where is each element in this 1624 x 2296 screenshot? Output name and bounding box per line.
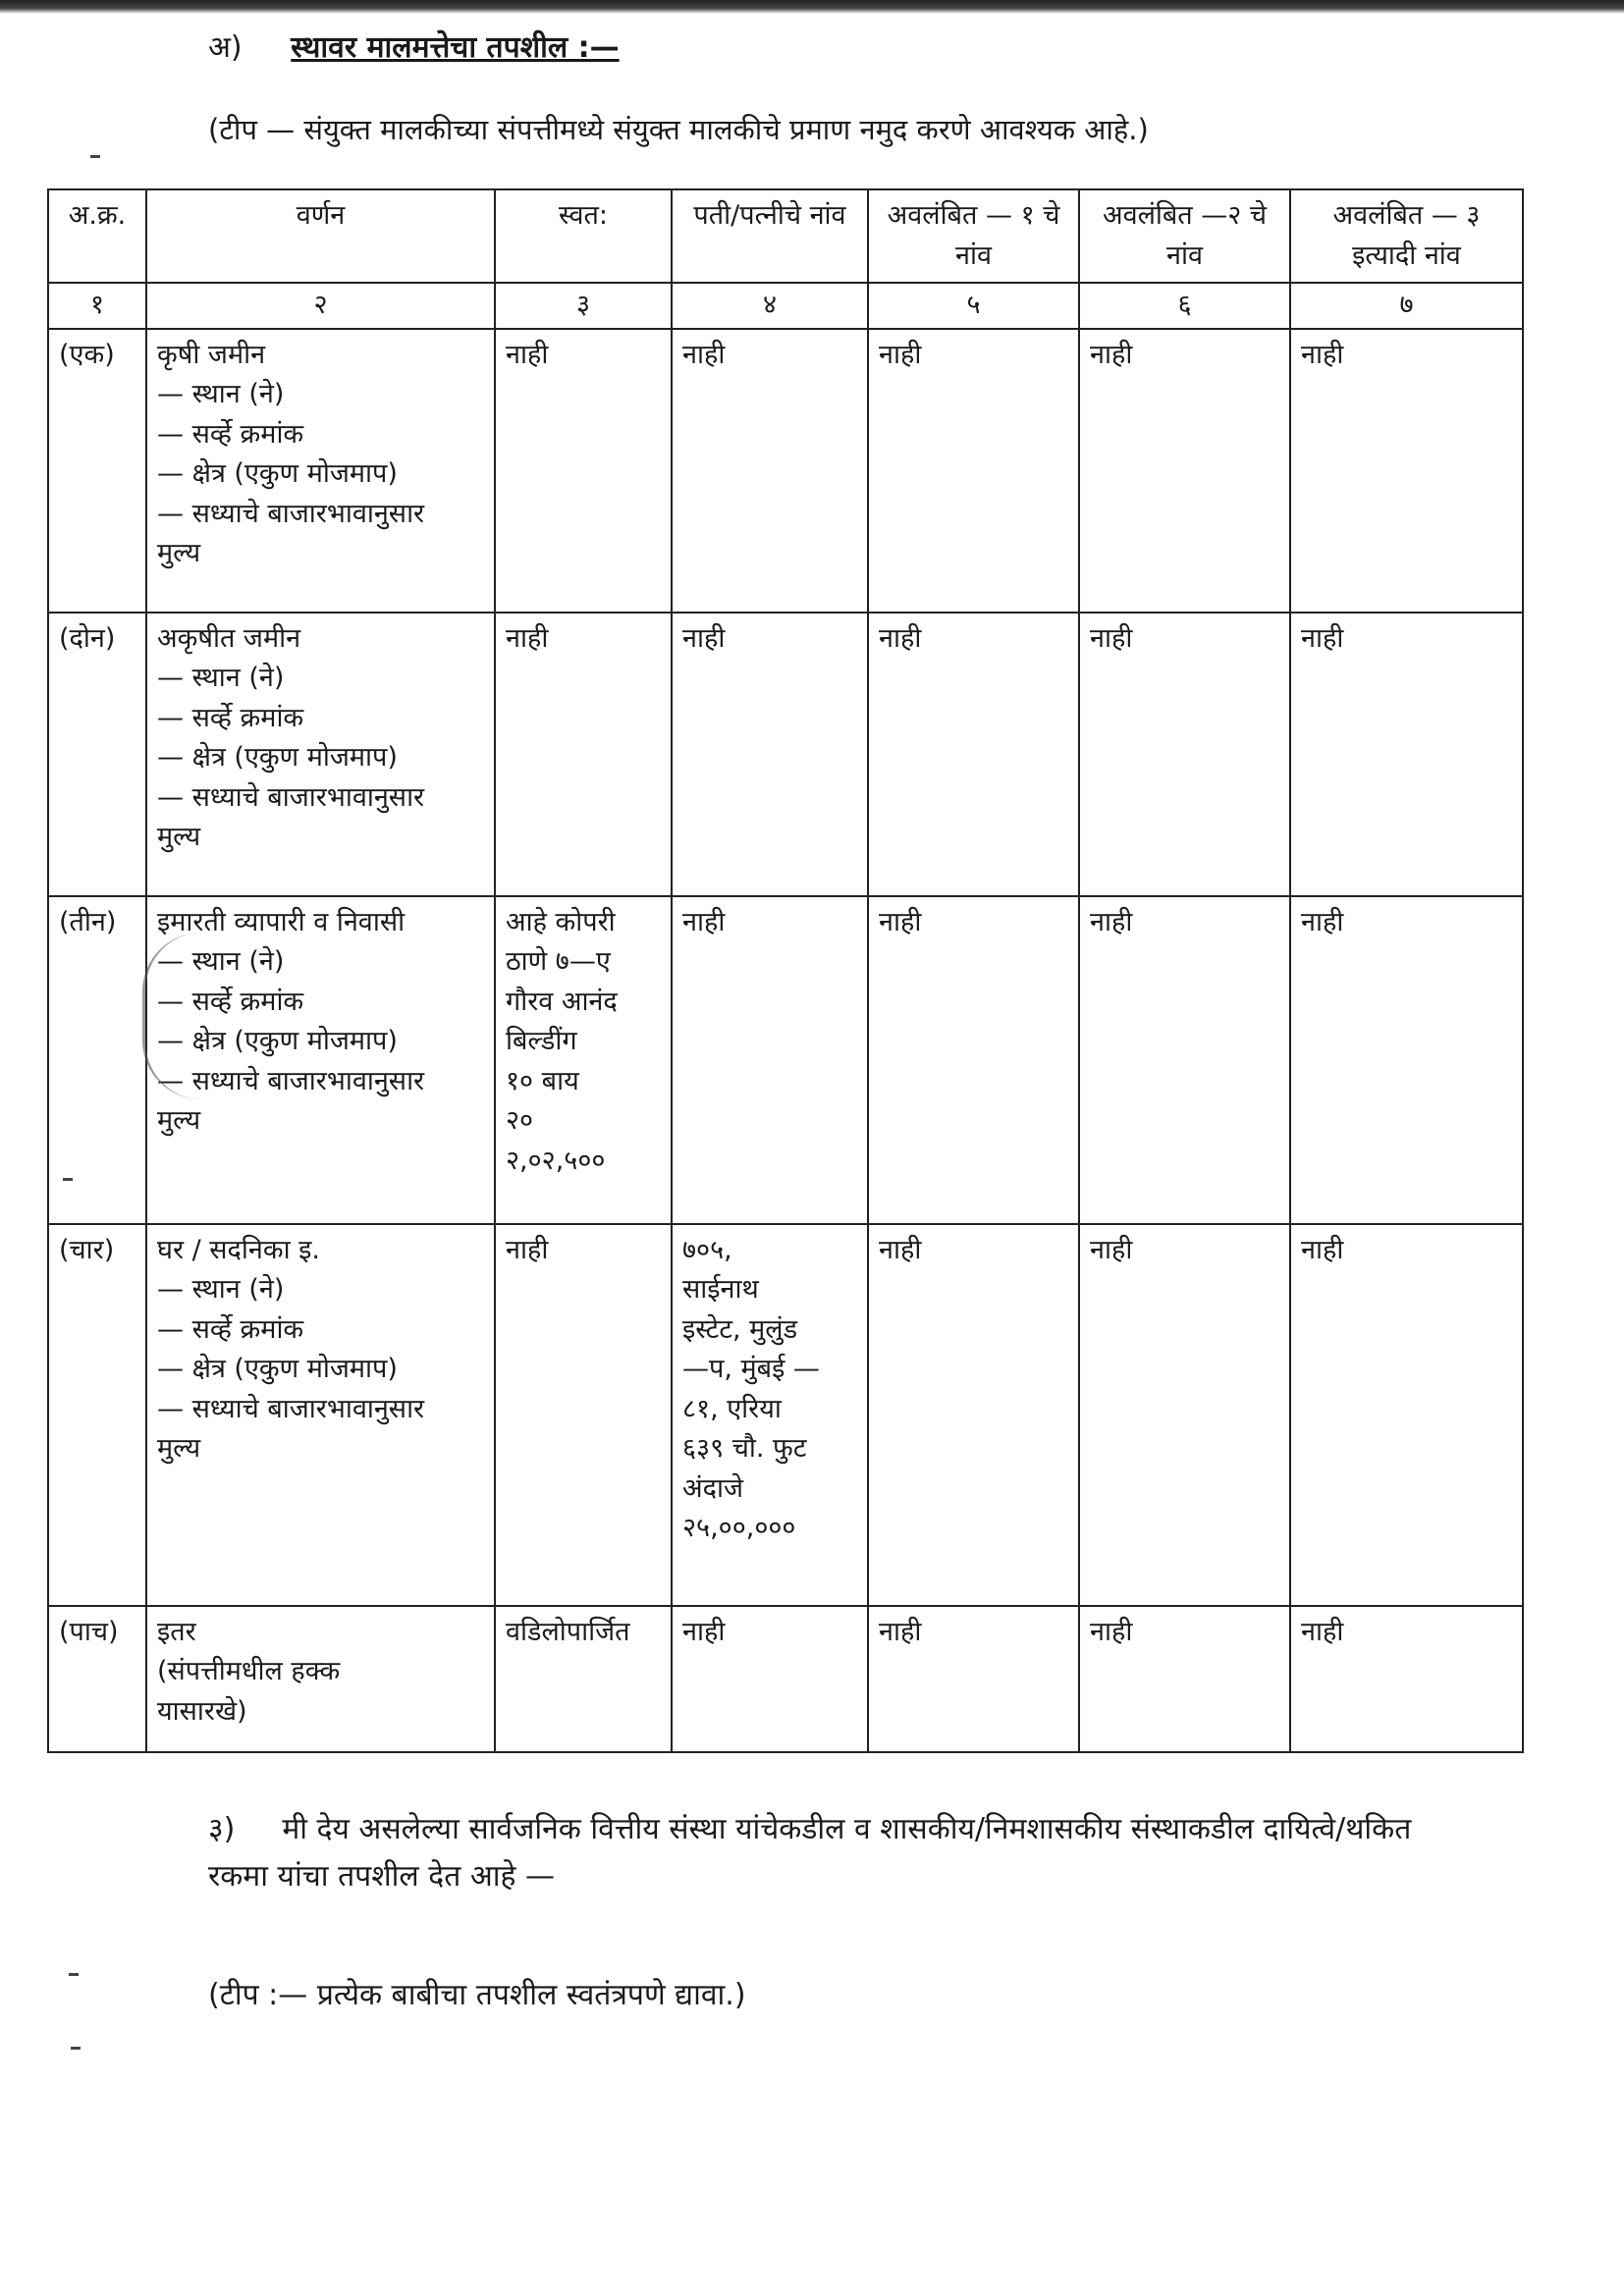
description-line: कृषी जमीन bbox=[157, 339, 266, 370]
column-number: ५ bbox=[868, 283, 1079, 329]
header-description: वर्णन bbox=[146, 189, 495, 283]
serial-cell: (चार) bbox=[48, 1224, 146, 1606]
description-line: मुल्य bbox=[157, 822, 201, 852]
spouse-cell bbox=[672, 1224, 868, 1606]
column-number-row bbox=[48, 283, 1523, 329]
spouse-cell bbox=[672, 329, 868, 613]
official-stamp-mark bbox=[142, 933, 263, 1099]
self-value: नाही bbox=[506, 1234, 549, 1265]
description-line: — सध्याचे बाजारभावानुसार bbox=[157, 781, 425, 813]
dependent-2-cell: नाही bbox=[1079, 896, 1290, 1224]
spouse-value-line: अंदाजे bbox=[682, 1472, 743, 1504]
self-cell bbox=[495, 896, 672, 1224]
dependent-1-cell: नाही bbox=[868, 329, 1079, 613]
paragraph-text: मी देय असलेल्या सार्वजनिक वित्तीय संस्था यांचेकडील व शासकीय/निमशासकीय संस्थाकडील दायित्वे/थकित रकमा यांचा तपशील देत आहे — bbox=[208, 1812, 1412, 1894]
dependent-2-cell: नाही bbox=[1079, 613, 1290, 896]
description-line: — क्षेत्र (एकुण मोजमाप) bbox=[157, 1026, 398, 1056]
description-line: — क्षेत्र (एकुण मोजमाप) bbox=[157, 1354, 398, 1384]
self-value-line: २० bbox=[506, 1105, 534, 1136]
description-line: इतर bbox=[157, 1616, 196, 1647]
description-line: — क्षेत्र (एकुण मोजमाप) bbox=[157, 742, 398, 773]
spouse-value: नाही bbox=[682, 906, 726, 937]
spouse-value-line: ८१, एरिया bbox=[682, 1393, 782, 1424]
paragraph-number: ३) bbox=[208, 1812, 236, 1846]
serial-cell: (एक) bbox=[48, 329, 146, 613]
description-line: मुल्य bbox=[157, 1433, 201, 1464]
column-number: २ bbox=[146, 283, 495, 329]
section-title: स्थावर मालमत्तेचा तपशील :— bbox=[291, 30, 620, 65]
header-self: स्वत: bbox=[495, 189, 672, 283]
description-line: अकृषीत जमीन bbox=[157, 622, 301, 654]
self-value-line: १० बाय bbox=[506, 1065, 579, 1096]
self-value: नाही bbox=[506, 339, 549, 370]
serial-cell: (दोन) bbox=[48, 613, 146, 896]
spouse-value-line: —प, मुंबई — bbox=[682, 1354, 820, 1384]
header-serial: अ.क्र. bbox=[48, 189, 146, 283]
margin-mark bbox=[69, 1973, 79, 1976]
spouse-value-line: ७०५, bbox=[682, 1234, 732, 1265]
margin-mark bbox=[71, 2047, 81, 2050]
column-number: ७ bbox=[1290, 283, 1523, 329]
description-line: मुल्य bbox=[157, 1105, 201, 1136]
dependent-1-cell: नाही bbox=[868, 1606, 1079, 1752]
spouse-cell bbox=[672, 613, 868, 896]
description-cell bbox=[146, 1606, 495, 1752]
description-cell bbox=[146, 1224, 495, 1606]
header-spouse: पती/पत्नीचे नांव bbox=[672, 189, 868, 283]
self-cell bbox=[495, 329, 672, 613]
scan-top-edge bbox=[0, 0, 1624, 14]
description-line: — सर्व्हे क्रमांक bbox=[157, 418, 304, 450]
self-value-line: आहे कोपरी bbox=[506, 906, 616, 937]
spouse-value-line: साईनाथ bbox=[682, 1274, 759, 1305]
spouse-value-line: इस्टेट, मुलुंड bbox=[682, 1313, 798, 1345]
spouse-value: नाही bbox=[682, 622, 726, 654]
table-row bbox=[48, 1224, 1523, 1606]
description-cell bbox=[146, 329, 495, 613]
dependent-1-cell: नाही bbox=[868, 613, 1079, 896]
liabilities-paragraph bbox=[208, 1806, 1465, 1900]
description-line: — स्थान (ने) bbox=[157, 379, 285, 409]
description-line: घर / सदनिका इ. bbox=[157, 1234, 320, 1265]
header-dependent-2: अवलंबित —२ चे नांव bbox=[1079, 189, 1290, 283]
dependent-1-cell: नाही bbox=[868, 896, 1079, 1224]
immovable-property-table bbox=[47, 188, 1524, 1753]
spouse-value: नाही bbox=[682, 1616, 726, 1647]
dependent-2-cell: नाही bbox=[1079, 1224, 1290, 1606]
self-cell bbox=[495, 613, 672, 896]
table-row bbox=[48, 1606, 1523, 1752]
description-line: इमारती व्यापारी व निवासी bbox=[157, 906, 406, 937]
spouse-cell bbox=[672, 896, 868, 1224]
section-heading bbox=[208, 26, 620, 66]
spouse-value-line: ६३९ चौ. फुट bbox=[682, 1433, 807, 1464]
column-number: ३ bbox=[495, 283, 672, 329]
serial-cell: (तीन) bbox=[48, 896, 146, 1224]
separate-details-note: (टीप :— प्रत्येक बाबीचा तपशील स्वतंत्रपणे द्यावा.) bbox=[208, 1978, 746, 2012]
self-value: वडिलोपार्जित bbox=[506, 1616, 630, 1647]
table-row bbox=[48, 329, 1523, 613]
spouse-cell bbox=[672, 1606, 868, 1752]
self-value-line: बिल्डींग bbox=[506, 1026, 577, 1056]
description-line: — सर्व्हे क्रमांक bbox=[157, 702, 304, 733]
self-value-line: ठाणे ७—ए bbox=[506, 946, 611, 977]
self-value-line: गौरव आनंद bbox=[506, 986, 618, 1017]
margin-mark bbox=[90, 155, 100, 158]
spouse-value: नाही bbox=[682, 339, 726, 370]
self-value: नाही bbox=[506, 622, 549, 654]
dependent-1-cell: नाही bbox=[868, 1224, 1079, 1606]
description-line: — सर्व्हे क्रमांक bbox=[157, 1313, 304, 1345]
description-line: — स्थान (ने) bbox=[157, 1274, 285, 1305]
column-number: ६ bbox=[1079, 283, 1290, 329]
description-line: यासारखे) bbox=[157, 1695, 247, 1727]
spouse-value-line: २५,००,००० bbox=[682, 1513, 796, 1543]
column-number: १ bbox=[48, 283, 146, 329]
column-number: ४ bbox=[672, 283, 868, 329]
serial-cell: (पाच) bbox=[48, 1606, 146, 1752]
table-row bbox=[48, 896, 1523, 1224]
description-cell bbox=[146, 613, 495, 896]
dependent-2-cell: नाही bbox=[1079, 1606, 1290, 1752]
description-line: — सध्याचे बाजारभावानुसार bbox=[157, 498, 425, 529]
dependent-2-cell: नाही bbox=[1079, 329, 1290, 613]
joint-ownership-note: (टीप — संयुक्त मालकीच्या संपत्तीमध्ये संयुक्त मालकीचे प्रमाण नमुद करणे आवश्यक आहे.) bbox=[208, 113, 1149, 146]
dependent-3-cell: नाही bbox=[1290, 1224, 1523, 1606]
table-row bbox=[48, 613, 1523, 896]
dependent-3-cell: नाही bbox=[1290, 896, 1523, 1224]
self-cell bbox=[495, 1224, 672, 1606]
self-cell bbox=[495, 1606, 672, 1752]
description-line: — सध्याचे बाजारभावानुसार bbox=[157, 1065, 425, 1096]
self-value-line: २,०२,५०० bbox=[506, 1145, 606, 1176]
dependent-3-cell: नाही bbox=[1290, 613, 1523, 896]
table-header-row bbox=[48, 189, 1523, 283]
description-line: — सध्याचे बाजारभावानुसार bbox=[157, 1393, 425, 1424]
description-line: — स्थान (ने) bbox=[157, 946, 285, 977]
header-dependent-1: अवलंबित — १ चे नांव bbox=[868, 189, 1079, 283]
dependent-3-cell: नाही bbox=[1290, 329, 1523, 613]
description-line: — क्षेत्र (एकुण मोजमाप) bbox=[157, 458, 398, 489]
section-label: अ) bbox=[208, 30, 243, 65]
description-line: मुल्य bbox=[157, 538, 201, 568]
description-line: (संपत्तीमधील हक्क bbox=[157, 1656, 341, 1686]
dependent-3-cell: नाही bbox=[1290, 1606, 1523, 1752]
header-dependent-3: अवलंबित — ३ इत्यादी नांव bbox=[1290, 189, 1523, 283]
description-line: — सर्व्हे क्रमांक bbox=[157, 986, 304, 1017]
description-line: — स्थान (ने) bbox=[157, 663, 285, 693]
